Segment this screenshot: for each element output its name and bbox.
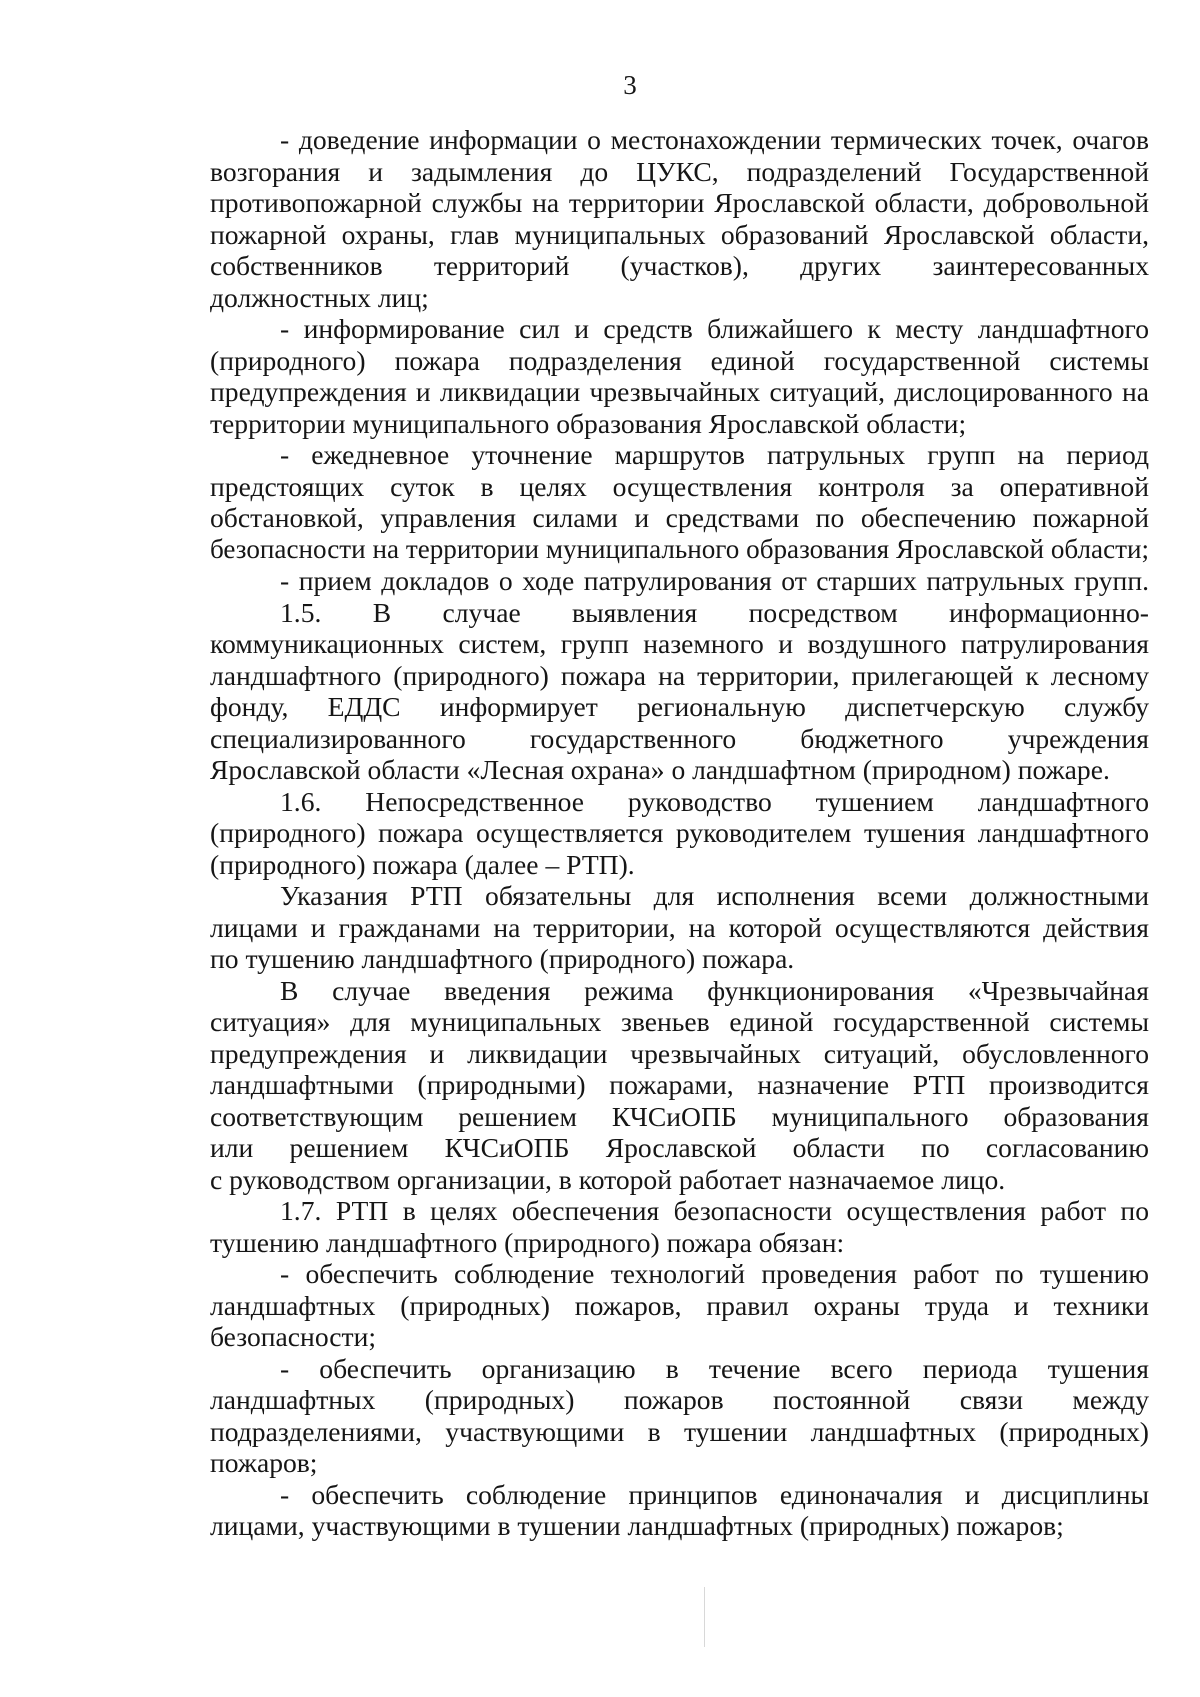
text-line: - информирование сил и средств ближайшего к месту ландшафтного <box>280 313 1149 344</box>
text-line: - прием докладов о ходе патрулирования от старших патрульных групп. <box>280 565 1149 596</box>
text-line: территории муниципального образования Ярославской области; <box>210 407 967 439</box>
text-line: с руководством организации, в которой работает назначаемое лицо. <box>210 1163 1006 1195</box>
text-line: фонду, ЕДДС информирует региональную диспетчерскую службу <box>210 691 1149 722</box>
text-line: - обеспечить соблюдение принципов единоначалия и дисциплины <box>280 1478 1149 1510</box>
text-line: соответствующим решением КЧСиОПБ муниципального образования <box>210 1100 1149 1132</box>
page-number: 3 <box>623 70 637 100</box>
text-line: пожаров; <box>210 1447 318 1478</box>
text-line: 1.7. РТП в целях обеспечения безопасности осуществления работ по <box>280 1195 1149 1226</box>
text-line: лицами и гражданами на территории, на которой осуществляются действия <box>210 911 1149 943</box>
text-line: по тушению ландшафтного (природного) пожара. <box>210 943 795 974</box>
text-line: противопожарной службы на территории Ярославской области, добровольной <box>210 187 1149 218</box>
text-line: безопасности; <box>210 1321 377 1352</box>
text-line: - обеспечить организацию в течение всего периода тушения <box>280 1352 1149 1384</box>
text-line: - ежедневное уточнение маршрутов патрульных групп на период <box>280 439 1149 470</box>
text-line: - доведение информации о местонахождении термических точек, очагов <box>280 124 1149 155</box>
text-line: ситуация» для муниципальных звеньев единой государственной системы <box>210 1006 1149 1037</box>
text-line: тушению ландшафтного (природного) пожара обязан: <box>210 1226 845 1258</box>
text-line: лицами, участвующими в тушении ландшафтных (природных) пожаров; <box>210 1510 1064 1541</box>
text-line: (природного) пожара подразделения единой государственной системы <box>210 344 1149 376</box>
text-line: должностных лиц; <box>210 281 429 313</box>
text-line: ландшафтных (природных) пожаров, правил охраны труда и техники <box>210 1289 1149 1321</box>
text-line: (природного) пожара (далее – РТП). <box>210 848 635 880</box>
text-line: или решением КЧСиОПБ Ярославской области по согласованию <box>210 1132 1149 1163</box>
text-line: Указания РТП обязательны для исполнения всеми должностными <box>280 880 1149 911</box>
text-line: предупреждения и ликвидации чрезвычайных ситуаций, обусловленного <box>210 1037 1149 1069</box>
text-line: ландшафтных (природных) пожаров постоянной связи между <box>210 1384 1149 1415</box>
text-line: предупреждения и ликвидации чрезвычайных ситуаций, дислоцированного на <box>210 376 1149 407</box>
text-line: безопасности на территории муниципального образования Ярославской области; <box>210 533 1149 564</box>
text-line: возгорания и задымления до ЦУКС, подразделений Государственной <box>210 155 1149 187</box>
text-line: Ярославской области «Лесная охрана» о ландшафтном (природном) пожаре. <box>210 754 1110 785</box>
text-line: 1.5. В случае выявления посредством информационно- <box>280 596 1149 628</box>
text-line: предстоящих суток в целях осуществления контроля за оперативной <box>210 470 1149 502</box>
text-line: (природного) пожара осуществляется руководителем тушения ландшафтного <box>210 817 1149 848</box>
text-line: 1.6. Непосредственное руководство тушением ландшафтного <box>280 785 1149 817</box>
text-line: собственников территорий (участков), других заинтересованных <box>210 250 1149 281</box>
text-line: ландшафтного (природного) пожара на территории, прилегающей к лесному <box>210 659 1149 691</box>
text-line: ландшафтными (природными) пожарами, назначение РТП производится <box>210 1069 1149 1100</box>
text-line: В случае введения режима функционирования «Чрезвычайная <box>280 974 1149 1006</box>
text-line: обстановкой, управления силами и средствами по обеспечению пожарной <box>210 502 1149 533</box>
scan-artifact <box>704 1587 705 1647</box>
text-line: специализированного государственного бюджетного учреждения <box>210 722 1149 754</box>
text-line: подразделениями, участвующими в тушении ландшафтных (природных) <box>210 1415 1149 1447</box>
text-line: пожарной охраны, глав муниципальных образований Ярославской области, <box>210 218 1149 250</box>
document-body <box>210 124 1149 1542</box>
text-line: - обеспечить соблюдение технологий проведения работ по тушению <box>280 1258 1149 1289</box>
text-line: коммуникационных систем, групп наземного и воздушного патрулирования <box>210 628 1149 659</box>
